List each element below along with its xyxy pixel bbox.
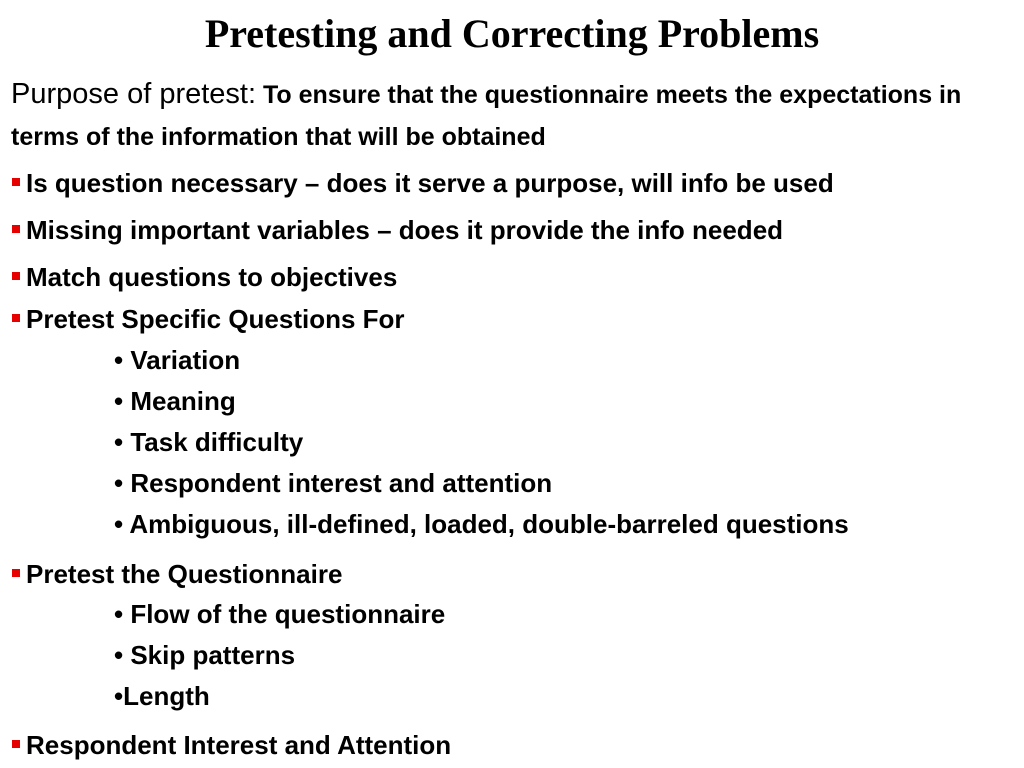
- sub-bullet-item: • Variation: [114, 345, 241, 375]
- square-bullet-icon: [12, 740, 20, 748]
- purpose-text: To ensure that the questionnaire meets the expectations in terms of the information that will be obtained: [11, 81, 962, 151]
- purpose-label: Purpose of pretest:: [11, 78, 257, 110]
- bullet-item: [12, 260, 397, 294]
- square-bullet-icon: [12, 178, 20, 186]
- purpose-paragraph: [11, 73, 1011, 158]
- sub-bullet-item: • Task difficulty: [114, 427, 304, 457]
- sub-bullet-item: • Flow of the questionnaire: [114, 599, 446, 629]
- slide-title: Pretesting and Correcting Problems: [204, 11, 820, 56]
- bullet-text: Pretest Specific Questions For: [26, 304, 405, 334]
- bullet-item: [12, 166, 834, 200]
- bullet-text: Respondent Interest and Attention: [26, 730, 452, 760]
- square-bullet-icon: [12, 225, 20, 233]
- bullet-text: Is question necessary – does it serve a purpose, will info be used: [26, 168, 834, 198]
- sub-bullet-item: • Ambiguous, ill-defined, loaded, double-barreled questions: [114, 509, 849, 539]
- bullet-text: Match questions to objectives: [26, 262, 398, 292]
- sub-bullet-item: • Meaning: [114, 386, 236, 416]
- bullet-item: [12, 728, 451, 762]
- bullet-item: [12, 302, 405, 336]
- square-bullet-icon: [12, 272, 20, 280]
- bullet-text: Pretest the Questionnaire: [26, 559, 343, 589]
- sub-bullet-item: • Respondent interest and attention: [114, 468, 553, 498]
- sub-bullet-item: • Skip patterns: [114, 640, 296, 670]
- sub-bullet-item: •Length: [114, 681, 210, 711]
- bullet-item: [12, 213, 783, 247]
- square-bullet-icon: [12, 569, 20, 577]
- square-bullet-icon: [12, 314, 20, 322]
- bullet-text: Missing important variables – does it provide the info needed: [26, 215, 784, 245]
- bullet-item: [12, 557, 342, 591]
